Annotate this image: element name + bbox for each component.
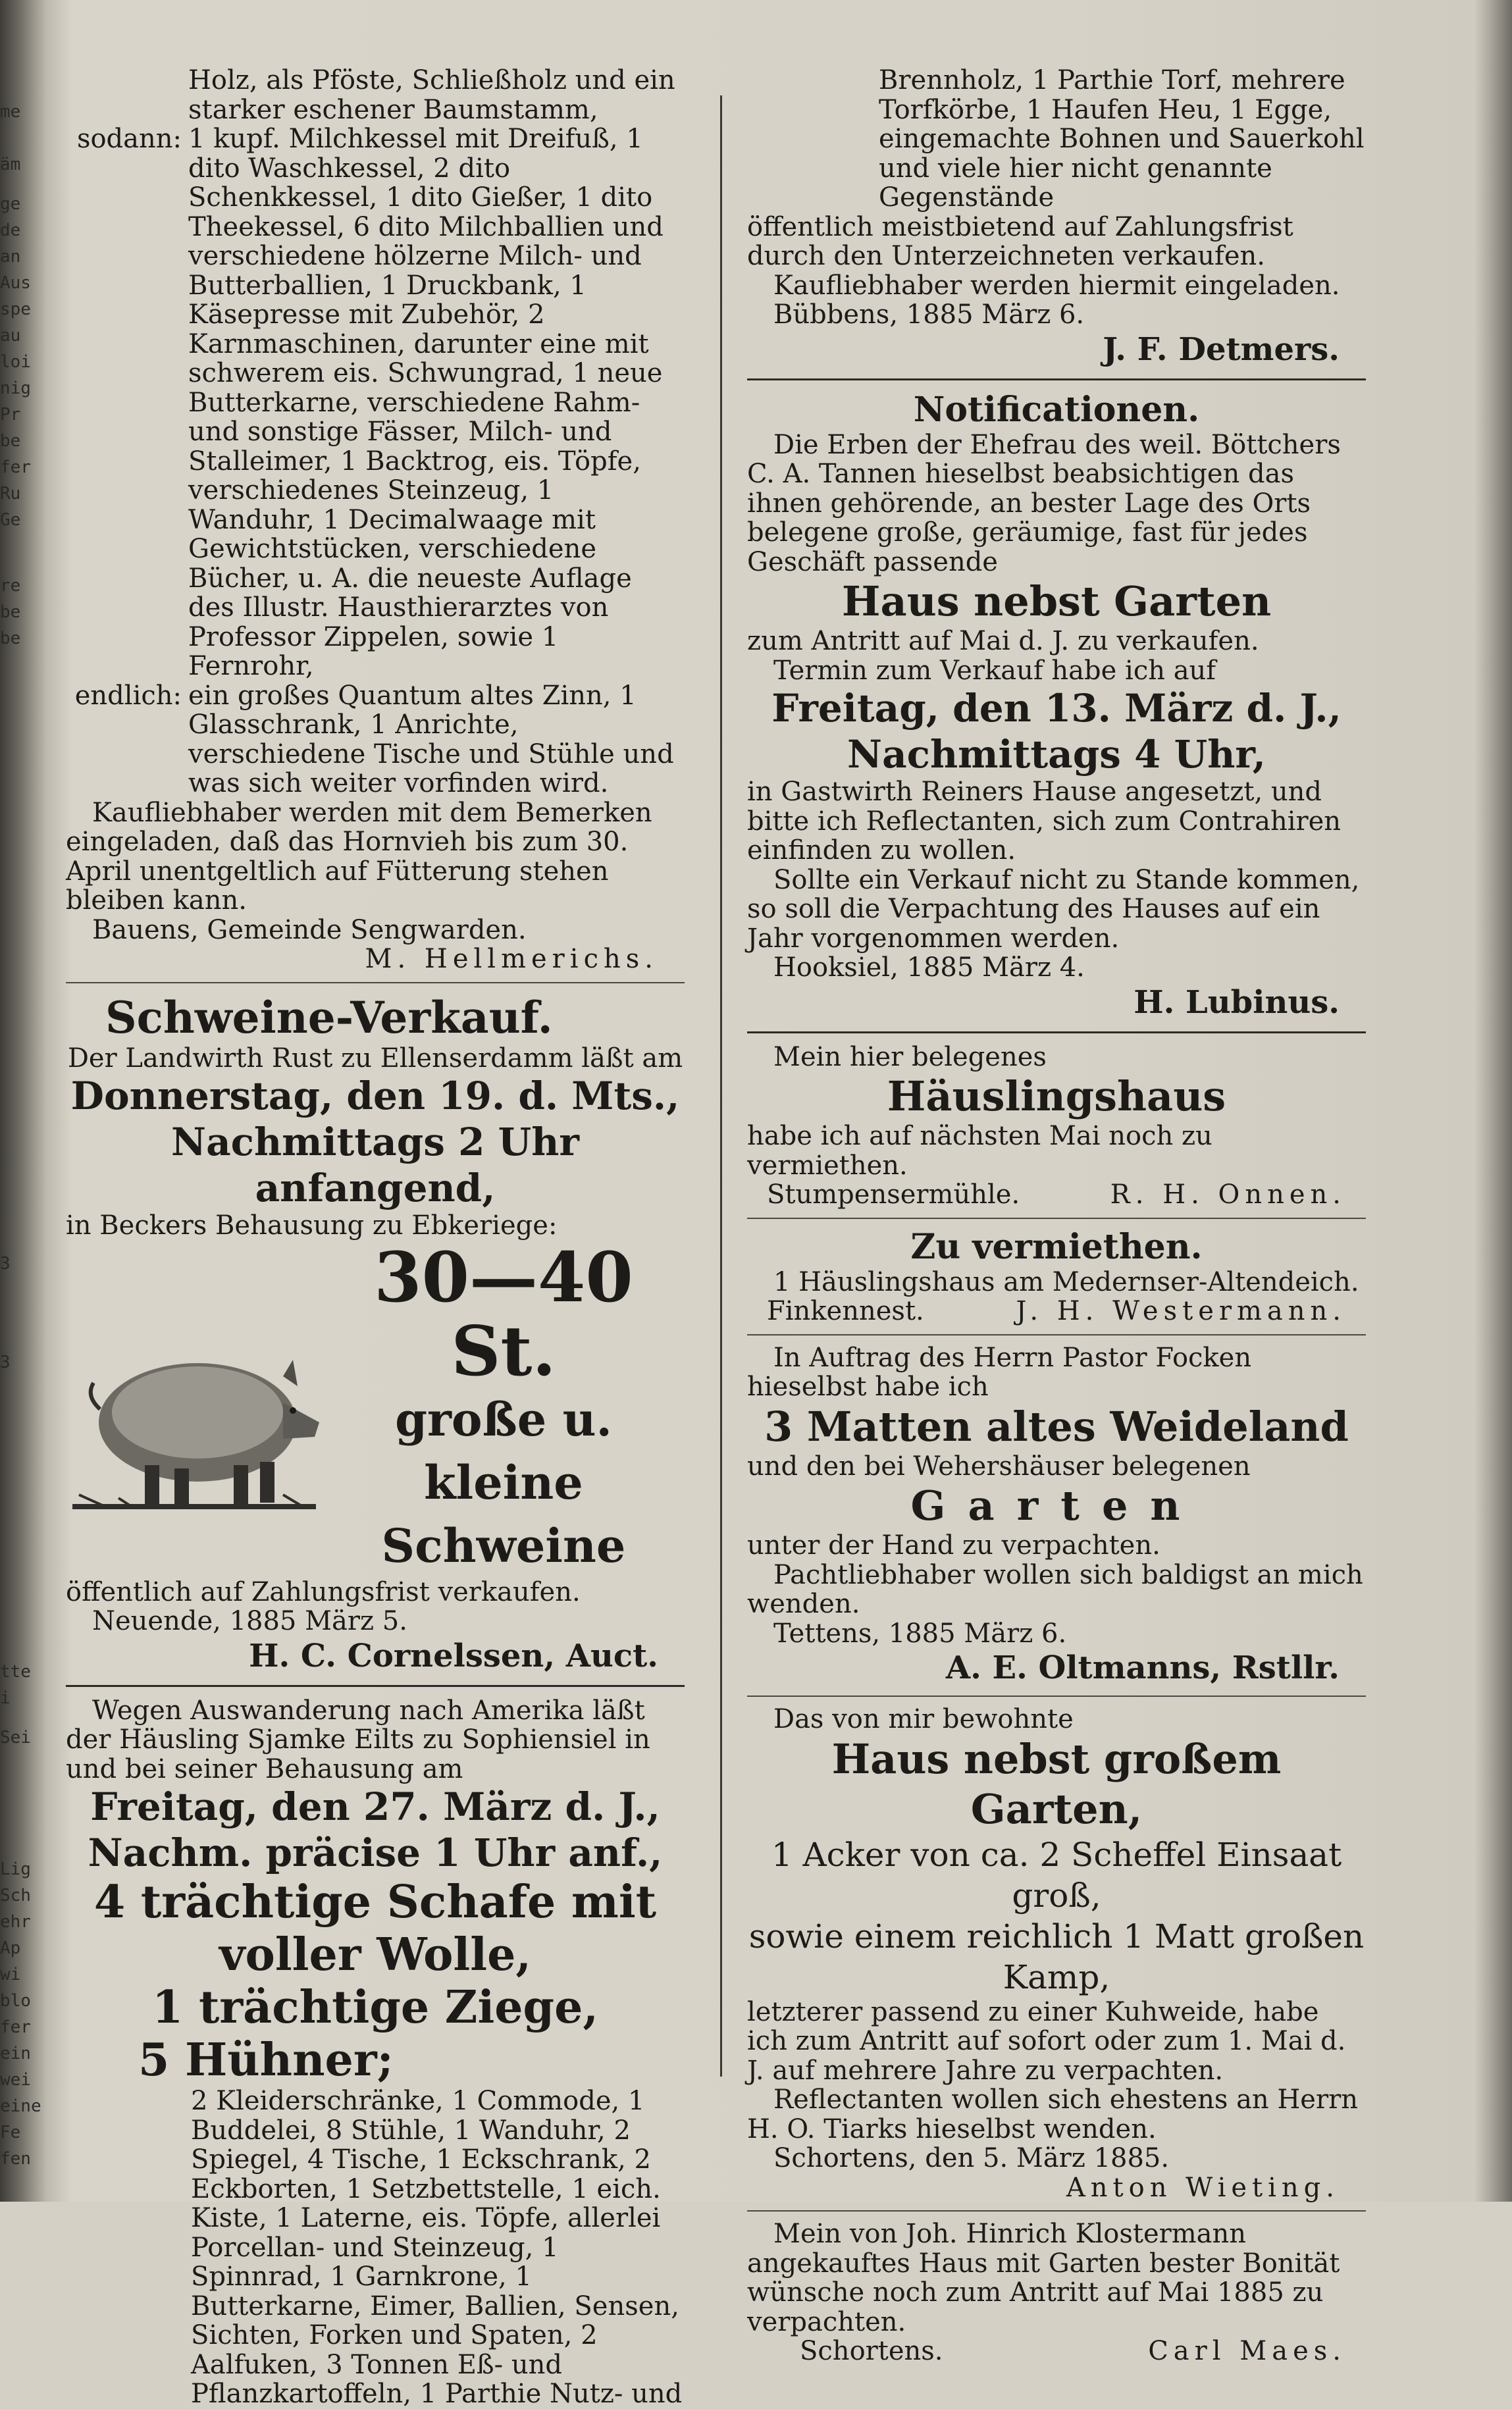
margin-fragment: loi: [0, 352, 31, 372]
sodann-label: sodann:: [76, 124, 182, 154]
ad4-text3: Termin zum Verkauf habe ich auf: [773, 655, 1216, 686]
margin-fragment: Lig: [0, 1859, 31, 1879]
ad2-kind: große u. kleine: [395, 1391, 612, 1510]
ad4-object: Haus nebst Garten: [841, 577, 1272, 625]
cont-invite: Kaufliebhaber werden hiermit eingeladen.: [773, 270, 1340, 301]
ad6-signature: J. H. Westermann.: [1016, 1296, 1346, 1326]
ad1-closing: Kaufliebhaber werden mit dem Bemerken eingeladen, daß das Hornvieh bis zum 30. April unentgeltlich auf Fütterung stehen bleiben kann.: [66, 797, 652, 916]
margin-fragment: äm: [0, 155, 21, 174]
margin-fragment: 3: [0, 1254, 11, 1274]
ad3-item2: 1 trächtige Ziege,: [151, 1981, 599, 2034]
margin-fragment: be: [0, 602, 21, 622]
column-divider: [720, 95, 722, 2077]
ad2-terms: öffentlich auf Zahlungsfrist verkaufen.: [66, 1576, 581, 1607]
ad8-dateline: Schortens, den 5. März 1885.: [773, 2143, 1170, 2173]
cont-terms: öffentlich meistbietend auf Zahlungsfrist durch den Unterzeichneten verkaufen.: [747, 211, 1293, 271]
separator: [747, 1218, 1366, 1219]
ad2-pig-text: [323, 1236, 685, 1578]
margin-fragment: Ap: [0, 1938, 21, 1958]
ad7-intro: In Auftrag des Herrn Pastor Focken hieselbst habe ich: [747, 1342, 1252, 1402]
ad9-place: Schortens.: [800, 2336, 943, 2366]
ad5-object: Häuslingshaus: [887, 1072, 1226, 1120]
ad4-text4: in Gastwirth Reiners Hause angesetzt, und bitte ich Reflectanten, sich zum Contrahiren einfinden zu wollen.: [747, 777, 1342, 866]
margin-fragment: fer: [0, 2017, 31, 2037]
margin-fragment: Aus: [0, 273, 31, 293]
ad3-item3: 5 Hühner;: [138, 2034, 394, 2086]
ad5-signature: R. H. Onnen.: [1110, 1179, 1346, 1210]
left-column: [66, 66, 685, 2409]
margin-fragment: fer: [0, 457, 31, 477]
ad7-object1: 3 Matten altes Weideland: [764, 1402, 1349, 1451]
ad4-dateline: Hooksiel, 1885 März 4.: [773, 952, 1085, 983]
ad2-date: Donnerstag, den 19. d. Mts.,: [70, 1074, 680, 1118]
margin-fragment: i: [0, 1688, 11, 1708]
ad6-footer: [747, 1297, 1366, 1326]
ad7-text2: unter der Hand zu verpachten.: [747, 1530, 1160, 1561]
margin-fragment: an: [0, 247, 21, 267]
margin-fragment: blo: [0, 1991, 31, 2011]
margin-fragment: wi: [0, 1965, 21, 1984]
ad9-footer: [747, 2337, 1366, 2366]
separator: [747, 2210, 1366, 2212]
ad4-time: Nachmittags 4 Uhr,: [847, 732, 1266, 777]
separator: [66, 1685, 685, 1687]
endlich-text: ein großes Quantum altes Zinn, 1 Glasschrank, 1 Anrichte, verschiedene Tische und Stühle und was sich weiter vorfinden wird.: [188, 680, 674, 798]
sodann-text: 1 kupf. Milchkessel mit Dreifuß, 1 dito Waschkessel, 2 dito Schenkkessel, 1 dito Gießer, 1 dito Theekessel, 6 dito Milchballien und verschiedene hölzerne Milch- und Butterballien, 1 Druckbank, 1 Käsepresse mit Zubehör, 2 Karnmaschinen, darunter eine mit schwerem eis. Schwungrad, 1 neue Butterkarne, verschiedene Rahm- und sonstige Fässer, Milch- und Stalleimer, 1 Backtrog, eis. Töpfe, verschiedenes Steinzeug, 1 Wanduhr, 1 Decimalwaage mit Gewichtstücken, verschiedene Bücher, u. A. die neueste Auflage des Illustr. Hausthierarztes von Professor Zippelen, sowie 1 Fernrohr,: [188, 124, 664, 681]
ad8-object: Haus nebst großem Garten,: [831, 1734, 1282, 1833]
ad4-signature: H. Lubinus.: [1134, 983, 1340, 1021]
right-column: [747, 66, 1366, 2366]
margin-fragment: ein: [0, 2044, 31, 2063]
ad9-signature: Carl Maes.: [1148, 2336, 1346, 2366]
separator: [747, 1031, 1366, 1033]
ad3-time: Nachm. präcise 1 Uhr anf.,: [88, 1830, 663, 1875]
margin-fragment: me: [0, 102, 21, 122]
ad4-intro: Die Erben der Ehefrau des weil. Böttchers C. A. Tannen hieselbst beabsichtigen das ihnen gehörende, an bester Lage des Orts belegene große, geräumige, fast für jedes Geschäft passende: [747, 429, 1341, 577]
ad5-footer: [747, 1180, 1366, 1210]
ad4-text2: zum Antritt auf Mai d. J. zu verkaufen.: [747, 626, 1259, 656]
margin-fragment: Sch: [0, 1886, 31, 1905]
ad2-dateline: Neuende, 1885 März 5.: [92, 1606, 407, 1636]
cont-dateline: Bübbens, 1885 März 6.: [773, 299, 1085, 330]
margin-fragment: Pr: [0, 405, 21, 425]
margin-fragment: de: [0, 220, 21, 240]
ad2-time: Nachmittags 2 Uhr anfangend,: [171, 1120, 579, 1210]
ad8-text2: Reflectanten wollen sich ehestens an Herrn H. O. Tiarks hieselbst wenden.: [747, 2085, 1358, 2144]
ad2-title: Schweine-Verkauf.: [105, 991, 553, 1043]
ad1-place: Bauens, Gemeinde Sengwarden.: [92, 914, 527, 945]
ad2-count: 30—40 St.: [374, 1236, 633, 1391]
ad9-text: Mein von Joh. Hinrich Klostermann angekauftes Haus mit Garten bester Bonität wünsche noch zum Antritt auf Mai 1885 zu verpachten.: [747, 2219, 1340, 2337]
ad1-line2: starker eschener Baumstamm,: [188, 94, 598, 125]
margin-fragment: be: [0, 431, 21, 451]
margin-fragment: eine: [0, 2096, 41, 2116]
ad1-endlich: [66, 681, 685, 798]
ad7-text: und den bei Wehershäuser belegenen: [747, 1451, 1251, 1482]
margin-fragment: Ru: [0, 484, 21, 504]
margin-fragment: re: [0, 576, 21, 596]
ad1-line1: Holz, als Pföste, Schließholz und ein: [188, 65, 675, 95]
margin-fragment: Fe: [0, 2123, 21, 2142]
ad7-object2: Garten: [910, 1482, 1203, 1530]
endlich-label: endlich:: [74, 680, 182, 711]
ad8-line3: sowie einem reichlich 1 Matt großen Kamp,: [748, 1917, 1365, 1996]
cont-text: Brennholz, 1 Parthie Torf, mehrere Torfkörbe, 1 Haufen Heu, 1 Egge, eingemachte Bohnen und Sauerkohl und viele hier nicht genannte Gegenstände: [879, 65, 1365, 213]
ad8-signature: Anton Wieting.: [1066, 2172, 1340, 2203]
ad3-list: 2 Kleiderschränke, 1 Commode, 1 Buddelei, 8 Stühle, 1 Wanduhr, 2 Spiegel, 4 Tische, 1 Eckschrank, 2 Eckborten, 1 Setzbettstelle, 1 eich. Kiste, 1 Laterne, eis. Töpfe, allerlei Porcellan- und Steinzeug, 1 Spinnrad, 1 Garnkrone, 1 Butterkarne, Eimer, Ballien, Sensen, Sichten, Forken und Spaten, 2 Aalfuken, 3 Tonnen Eß- und Pflanzkartoffeln, 1 Parthie Nutz- und: [191, 2086, 683, 2409]
ad8-intro: Das von mir bewohnte: [773, 1704, 1074, 1734]
ad6-place: Finkennest.: [767, 1296, 924, 1326]
ad2-intro: Der Landwirth Rust zu Ellenserdamm läßt am: [67, 1043, 683, 1074]
pig-illustration: [66, 1297, 323, 1521]
margin-fragment: fen: [0, 2149, 31, 2169]
ad6-text: 1 Häuslingshaus am Medernser-Altendeich.: [773, 1266, 1359, 1297]
margin-fragment: ge: [0, 194, 21, 214]
ad7-text3: Pachtliebhaber wollen sich baldigst an mich wenden.: [747, 1559, 1363, 1619]
margin-fragment: be: [0, 629, 21, 648]
ad5-intro: Mein hier belegenes: [773, 1041, 1047, 1072]
ad7-signature: A. E. Oltmanns, Rstllr.: [945, 1649, 1340, 1686]
ad5-text: habe ich auf nächsten Mai noch zu vermiethen.: [747, 1121, 1212, 1181]
margin-fragment: Ge: [0, 510, 21, 530]
ad1-sodann: [66, 124, 685, 681]
ad2-pig-block: [66, 1236, 685, 1578]
margin-fragment: ehr: [0, 1912, 31, 1932]
ad2-signature: H. C. Cornelssen, Auct.: [249, 1637, 658, 1674]
margin-fragment: spe: [0, 299, 31, 319]
separator: [747, 1696, 1366, 1697]
ad3-date: Freitag, den 27. März d. J.,: [90, 1784, 660, 1829]
margin-fragment: au: [0, 326, 21, 346]
ad3-item1: 4 trächtige Schafe mit voller Wolle,: [93, 1876, 657, 1981]
separator: [747, 1334, 1366, 1335]
ad2-animal: Schweine: [381, 1518, 626, 1573]
margin-fragment: 3: [0, 1353, 11, 1372]
margin-fragment: nig: [0, 378, 31, 398]
ad8-line2: 1 Acker von ca. 2 Scheffel Einsaat groß,: [771, 1835, 1342, 1915]
margin-fragment: wei: [0, 2070, 31, 2090]
cont-signature: J. F. Detmers.: [1103, 330, 1340, 368]
ad3-intro: Wegen Auswanderung nach Amerika läßt der Häusling Sjamke Eilts zu Sophiensiel in und bei seiner Behausung am: [66, 1695, 650, 1784]
margin-fragment: Sei: [0, 1728, 31, 1748]
ad4-date: Freitag, den 13. März d. J.,: [771, 686, 1342, 731]
ad4-text5: Sollte ein Verkauf nicht zu Stande kommen, so soll die Verpachtung des Hauses auf ein Jahr vorgenommen werden.: [747, 864, 1360, 954]
ad6-title: Zu vermiethen.: [910, 1226, 1203, 1267]
ad8-text: letzterer passend zu einer Kuhweide, habe ich zum Antritt auf sofort oder zum 1. Mai d. J. auf mehrere Jahre zu verpachten.: [747, 1996, 1346, 2086]
ad7-dateline: Tettens, 1885 März 6.: [773, 1618, 1067, 1649]
ad1-signature: M. Hellmerichs.: [365, 944, 658, 974]
margin-fragment: tte: [0, 1662, 31, 1682]
separator: [747, 378, 1366, 380]
ad5-place: Stumpensermühle.: [767, 1179, 1020, 1210]
notif-title: Notificationen.: [913, 389, 1200, 430]
separator: [66, 982, 685, 983]
ad2-place: in Beckers Behausung zu Ebkeriege:: [66, 1210, 558, 1241]
